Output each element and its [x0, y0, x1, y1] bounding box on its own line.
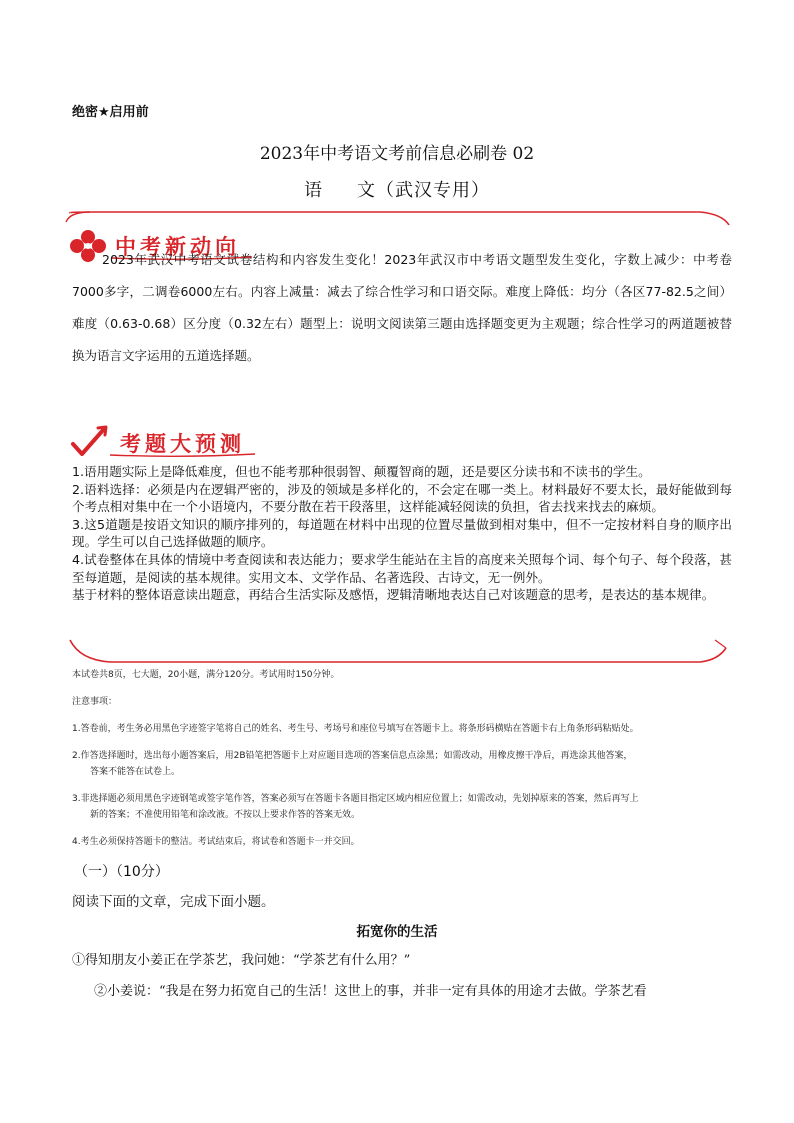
article-title: 拓宽你的生活 — [356, 924, 438, 940]
forecast-item: 4.试卷整体在具体的情境中考查阅读和表达能力；要求学生能站在主旨的高度来关照每个词、每个句子、每个段落，甚至每道题，是阅读的基本规律。实用文本、文学作品、名著选段、古诗文，无一例外。 — [72, 551, 732, 585]
note-item: 3.非选择题必须用黑色字迹钢笔或签字笔作答，答案必须写在答题卡各题目指定区域内相应位置上；如需改动，先划掉原来的答案，然后再写上 — [72, 794, 639, 804]
section-title-forecast: 考题大预测 — [120, 432, 245, 456]
forecast-item: 3.这5道题是按语文知识的顺序排列的，每道题在材料中出现的位置尽量做到相对集中，但不一定按材料自身的顺序出现。学生可以自己选择做题的顺序。 — [72, 516, 732, 550]
check-arrow-icon — [70, 424, 110, 460]
subtitle-subject-b: 文（武汉专用） — [357, 180, 490, 201]
forecast-item: 基于材料的整体语意读出题意，再结合生活实际及感悟，逻辑清晰地表达自己对该题意的思考，是表达的基本规律。 — [72, 587, 715, 603]
note-item: 1.答卷前，考生务必用黑色字迹签字笔将自己的姓名、考生号、考场号和座位号填写在答题卡上。将条形码横贴在答题卡右上角条形码粘贴处。 — [72, 724, 639, 734]
note-item-continued: 新的答案；不准使用铅笔和涂改液。不按以上要求作答的答案无效。 — [90, 810, 361, 820]
page-title: 2023年中考语文考前信息必刷卷 02 — [259, 144, 535, 164]
article-paragraph: ②小姜说：“我是在努力拓宽自己的生活！这世上的事，并非一定有具体的用途才去做。学茶艺看 — [94, 984, 647, 999]
note-item: 2.作答选择题时，选出每小题答案后，用2B铅笔把答题卡上对应题目选项的答案信息点涂黑；如需改动，用橡皮擦干净后，再选涂其他答案， — [72, 751, 633, 761]
notes-heading: 注意事项： — [72, 697, 118, 707]
forecast-item: 2.语料选择：必须是内在逻辑严密的，涉及的领域是多样化的，不会定在哪一类上。材料最好不要太长，最好能做到每个考点相对集中在一个小语境内，不要分散在若干段落里，这样能减轻阅读的负担，省去找来找去的麻烦。 — [72, 481, 732, 515]
note-item: 4.考生必须保持答题卡的整洁。考试结束后，将试卷和答题卡一并交回。 — [72, 837, 360, 847]
title-underline — [110, 452, 255, 458]
section-title-trend: 中考新动向 — [115, 235, 240, 259]
trend-paragraph — [72, 244, 732, 372]
part-heading: （一）（10分） — [74, 864, 169, 880]
confidential-label: 绝密★启用前 — [72, 105, 149, 120]
forecast-item: 1.语用题实际上是降低难度，但也不能考那种很弱智、颠覆智商的题，还是要区分读书和不读书的学生。 — [72, 464, 651, 479]
note-item-continued: 答案不能答在试卷上。 — [90, 767, 181, 777]
trend-text: 2023年武汉中考语文试卷结构和内容发生变化！2023年武汉市中考语文题型发生变化，字数上减少：中考卷7000多字，二调卷6000左右。内容上减量：减去了综合性学习和口语交际。难度上降低：均分（各区77-82.5之间）难度（0.63-0.68）区分度（0.32左右）题型上：说明文阅读第三题由选择题变更为主观题；综合性学习的两道题被替换为语言文字运用的五道选择题。 — [72, 252, 732, 363]
forecast-list — [72, 463, 732, 604]
notes-intro: 本试卷共8页，七大题，20小题，满分120分。考试用时150分钟。 — [72, 670, 340, 680]
article-paragraph: ①得知朋友小姜正在学茶艺，我问她：“学茶艺有什么用？” — [72, 953, 411, 968]
page-subtitle — [0, 176, 794, 202]
reading-instruction: 阅读下面的文章，完成下面小题。 — [72, 894, 275, 910]
subtitle-subject-a: 语 — [304, 180, 323, 201]
exam-notes — [72, 668, 722, 862]
